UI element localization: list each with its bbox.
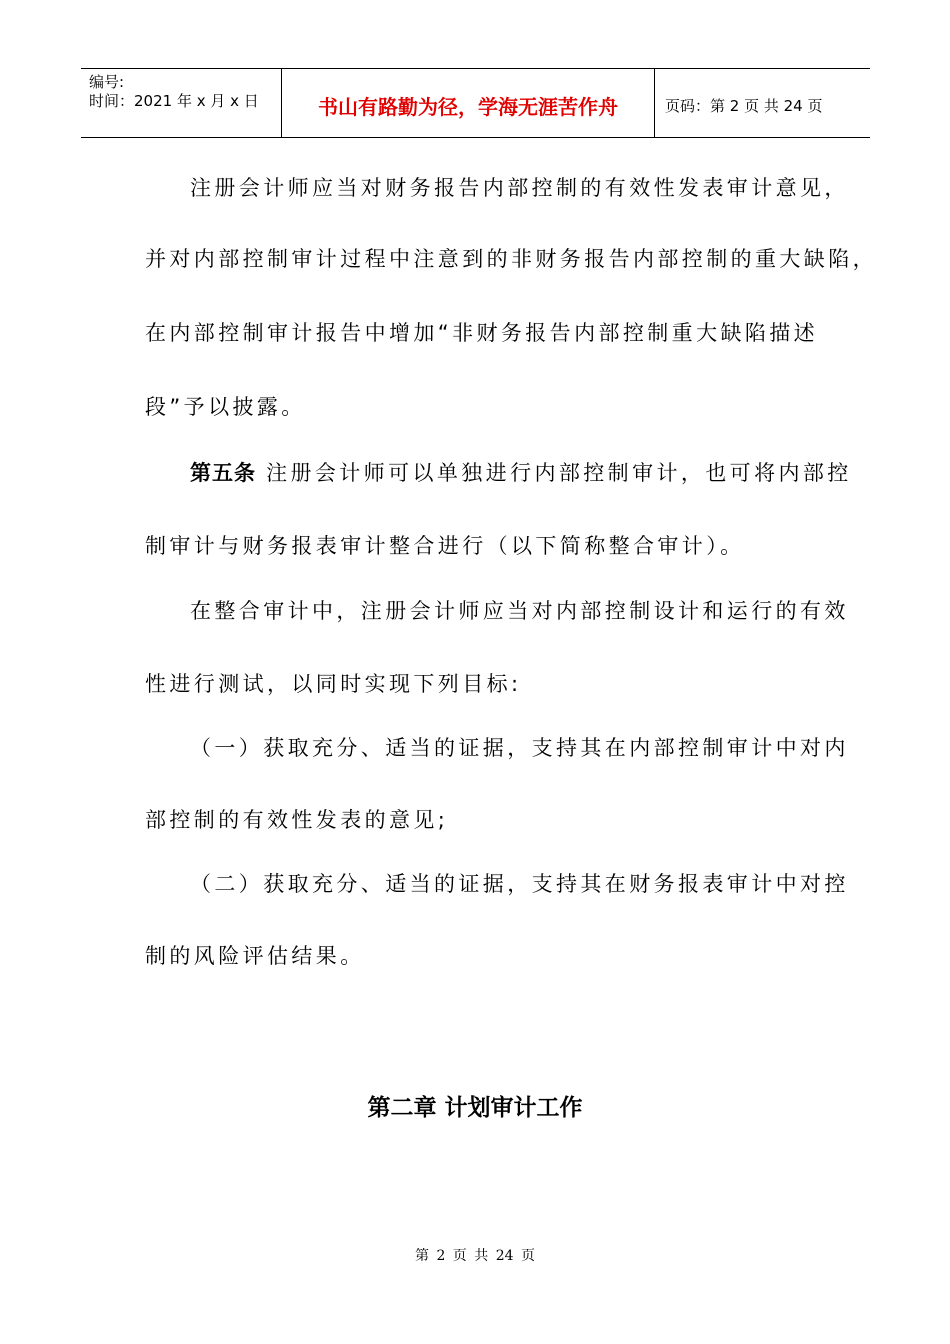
body-line: 制的风险评估结果。 (145, 944, 365, 968)
list-item: （一）获取充分、适当的证据，支持其在内部控制审计中对内 (190, 736, 849, 760)
page-footer: 第 2 页 共 24 页 (415, 1248, 535, 1264)
chapter-title: 第二章 计划审计工作 (367, 1095, 583, 1121)
body-line: 在整合审计中，注册会计师应当对内部控制设计和运行的有效 (190, 599, 849, 623)
header-page-info: 页码：第 2 页 共 24 页 (665, 96, 823, 115)
body-line: 并对内部控制审计过程中注意到的非财务报告内部控制的重大缺陷， (145, 247, 877, 271)
page-header (81, 68, 870, 138)
article-line (190, 459, 870, 487)
header-motto: 书山有路勤为径，学海无涯苦作舟 (282, 69, 655, 137)
body-line: 部控制的有效性发表的意见; (145, 808, 449, 832)
header-time: 时间：2021 年 x 月 x 日 (89, 92, 259, 110)
body-line: 段”予以披露。 (145, 395, 306, 419)
body-line: 在内部控制审计报告中增加“非财务报告内部控制重大缺陷描述 (145, 321, 819, 345)
body-line: 制审计与财务报表审计整合进行（以下简称整合审计）。 (145, 534, 745, 558)
article-text: 注册会计师可以单独进行内部控制审计，也可将内部控 (266, 461, 852, 485)
article-label: 第五条 (190, 461, 256, 485)
header-number: 编号: (89, 73, 125, 91)
header-meta (81, 69, 282, 137)
body-line: 注册会计师应当对财务报告内部控制的有效性发表审计意见， (190, 176, 849, 200)
list-item: （二）获取充分、适当的证据，支持其在财务报表审计中对控 (190, 872, 849, 896)
body-line: 性进行测试，以同时实现下列目标: (145, 672, 522, 696)
